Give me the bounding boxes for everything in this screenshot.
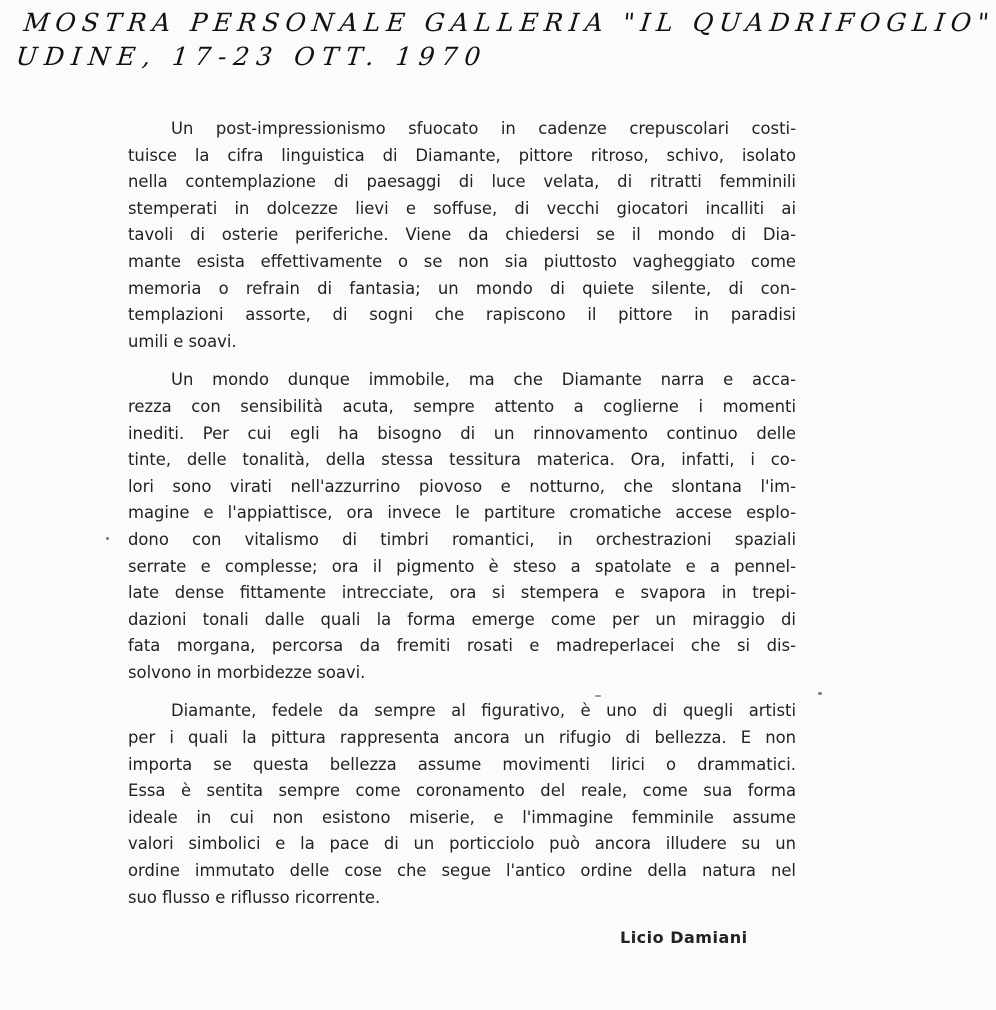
article-body [128, 116, 796, 911]
handwritten-header [14, 8, 996, 72]
text-line: inediti. Per cui egli ha bisogno di un rinnovamento continuo delle [128, 423, 796, 443]
paper-speck [595, 695, 601, 697]
paragraph-3 [128, 698, 796, 911]
text-line: late dense fittamente intrecciate, ora si stempera e svapora in trepi- [128, 583, 796, 603]
text-line: Un mondo dunque immobile, ma che Diamante narra e acca- [171, 370, 796, 390]
text-line: Un post-impressionismo sfuocato in cadenze crepuscolari costi- [171, 119, 796, 138]
text-line: mante esista effettivamente o se non sia piuttosto vagheggiato come [128, 251, 796, 271]
text-line: stemperati in dolcezze lievi e soffuse, di vecchi giocatori incalliti ai [128, 198, 796, 218]
paragraph-2 [128, 367, 796, 686]
text-line: fata morgana, percorsa da fremiti rosati e madreperlacei che si dis- [128, 636, 796, 656]
text-line: ideale in cui non esistono miserie, e l'immagine femminile assume [128, 807, 796, 827]
text-line: valori simbolici e la pace di un porticciolo può ancora illudere su un [128, 834, 796, 854]
paper-speck [106, 537, 109, 540]
text-line: dazioni tonali dalle quali la forma emerge come per un miraggio di [128, 609, 796, 629]
text-line: tavoli di osterie periferiche. Viene da chiedersi se il mondo di Dia- [128, 225, 796, 245]
text-line: memoria o refrain di fantasia; un mondo di quiete silente, di con- [128, 278, 796, 298]
text-line: rezza con sensibilità acuta, sempre attento a coglierne i momenti [128, 396, 796, 416]
text-line: magine e l'appiattisce, ora invece le partiture cromatiche accese esplo- [128, 503, 796, 523]
text-line: templazioni assorte, di sogni che rapiscono il pittore in paradisi [128, 305, 796, 325]
text-line: Diamante, fedele da sempre al figurativo, è uno di quegli artisti [171, 701, 796, 721]
handwritten-title: MOSTRA PERSONALE GALLERIA "IL QUADRIFOGLIO" [22, 8, 996, 37]
text-line: importa se questa bellezza assume movimenti lirici o drammatici. [128, 754, 796, 774]
paragraph-1 [128, 116, 796, 355]
text-line: ordine immutato delle cose che segue l'antico ordine della natura nel [128, 861, 796, 881]
text-line: lori sono virati nell'azzurrino piovoso e notturno, che slontana l'im- [128, 476, 796, 496]
text-line: per i quali la pittura rappresenta ancora un rifugio di bellezza. E non [128, 728, 796, 748]
text-line: solvono in morbidezze soavi. [128, 662, 366, 682]
author-signature: Licio Damiani [620, 928, 748, 947]
text-line: serrate e complesse; ora il pigmento è steso a spatolate e a pennel- [128, 556, 796, 576]
text-line: suo flusso e riflusso ricorrente. [128, 887, 381, 907]
text-line: tuisce la cifra linguistica di Diamante, pittore ritroso, schivo, isolato [128, 145, 796, 165]
text-line: Essa è sentita sempre come coronamento del reale, come sua forma [128, 781, 796, 801]
text-line: tinte, delle tonalità, della stessa tessitura materica. Ora, infatti, i co- [128, 450, 796, 470]
text-line: dono con vitalismo di timbri romantici, in orchestrazioni spaziali [128, 529, 796, 549]
paper-speck [818, 692, 822, 695]
handwritten-location-date: UDINE, 17-23 OTT. 1970 [14, 42, 489, 71]
text-line: umili e soavi. [128, 331, 237, 351]
text-line: nella contemplazione di paesaggi di luce velata, di ritratti femminili [128, 172, 796, 192]
